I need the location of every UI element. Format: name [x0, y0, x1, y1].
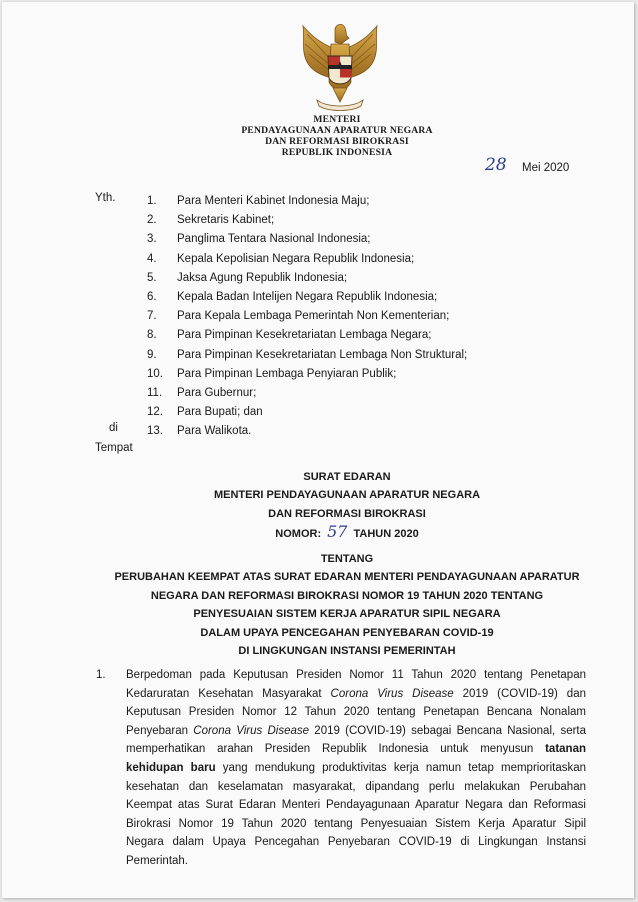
- title-line-1: SURAT EDARAN: [303, 471, 391, 483]
- nomor-label: NOMOR:: [275, 528, 322, 541]
- letterhead-line-3: DAN REFORMASI BIROKRASI: [265, 136, 409, 147]
- addressee-di: di: [109, 422, 118, 434]
- subject-line-4: DALAM UPAYA PENCEGAHAN PENYEBARAN COVID-19: [200, 626, 494, 639]
- list-item-number: 12.: [147, 406, 163, 419]
- list-item-text: Jaksa Agung Republik Indonesia;: [177, 271, 348, 284]
- list-item-number: 7.: [147, 310, 157, 323]
- subject-line-3: PENYESUAIAN SISTEM KERJA APARATUR SIPIL NEGARA: [193, 608, 501, 621]
- paragraph-line: [126, 685, 586, 704]
- list-item-text: Para Kepala Lembaga Pemerintah Non Kementerian;: [177, 310, 450, 323]
- text-run: memperhatikan arahan Presiden Republik Indonesia untuk menyusun: [126, 743, 546, 756]
- letterhead-line-1: MENTERI: [313, 114, 361, 125]
- paragraph-line: [126, 722, 586, 741]
- addressee-tempat: Tempat: [95, 442, 133, 454]
- letterhead: [192, 114, 482, 158]
- letterhead-line-4: REPUBLIK INDONESIA: [281, 147, 393, 158]
- list-item-text: Panglima Tentara Nasional Indonesia;: [177, 233, 371, 246]
- document-page: [2, 2, 634, 898]
- date-day-handwritten: 28: [485, 155, 507, 175]
- bold-run: tatanan: [545, 743, 586, 756]
- paragraph-line: [126, 703, 586, 722]
- paragraph-line: [126, 815, 586, 834]
- list-item-text: Kepala Badan Intelijen Negara Republik Indonesia;: [177, 290, 438, 303]
- text-run: Berpedoman pada Keputusan Presiden Nomor 11 Tahun 2020 tentang Penetapan: [126, 669, 586, 681]
- title-line-2: MENTERI PENDAYAGUNAAN APARATUR NEGARA: [213, 489, 481, 502]
- subject-line-5: DI LINGKUNGAN INSTANSI PEMERINTAH: [238, 645, 456, 658]
- italic-run: Corona Virus Disease: [330, 687, 454, 700]
- subject-block: [62, 550, 632, 660]
- list-item-text: Para Bupati; dan: [177, 406, 263, 419]
- list-item-text: Sekretaris Kabinet;: [177, 214, 275, 227]
- paragraph-line: [126, 833, 586, 852]
- list-item-number: 5.: [147, 271, 157, 284]
- list-item-text: Para Walikota.: [177, 425, 252, 438]
- text-run: 2019 (COVID-19) dan: [453, 687, 586, 700]
- text-run: yang mendukung produktivitas kerja namun tetap memprioritaskan: [215, 761, 586, 774]
- list-item-number: 10.: [147, 367, 163, 380]
- list-item-number: 2.: [147, 214, 157, 227]
- date-month-year: Mei 2020: [522, 162, 570, 174]
- paragraph-line: [126, 852, 586, 871]
- subject-line-2: NEGARA DAN REFORMASI BIROKRASI NOMOR 19 TAHUN 2020 TENTANG: [150, 589, 544, 602]
- title-line-3: DAN REFORMASI BIROKRASI: [268, 507, 426, 520]
- list-item-number: 13.: [147, 425, 163, 438]
- text-run: Kedaruratan Kesehatan Masyarakat: [126, 687, 331, 700]
- list-item-number: 4.: [147, 252, 157, 265]
- document-number-line: [62, 523, 632, 543]
- text-run: Birokrasi Nomor 19 Tahun 2020 tentang Penyesuaian Sistem Kerja Aparatur Sipil: [126, 817, 586, 830]
- paragraph-line: [126, 759, 586, 778]
- document-title: [62, 468, 632, 544]
- list-item-text: Para Menteri Kabinet Indonesia Maju;: [177, 195, 370, 207]
- nomor-value-handwritten: 57: [327, 522, 348, 542]
- paragraph-line: [126, 796, 586, 815]
- paragraph-line: [126, 740, 586, 759]
- list-item-number: 6.: [147, 290, 157, 303]
- garuda-emblem-icon: [295, 20, 385, 112]
- list-item-number: 1.: [147, 195, 157, 207]
- list-item-number: 3.: [147, 233, 157, 246]
- text-run: kesehatan dan keselamatan masyarakat, dipandang perlu melakukan Perubahan: [126, 780, 586, 793]
- italic-run: Corona Virus Disease: [193, 724, 310, 737]
- paragraph-number: 1.: [96, 669, 106, 681]
- text-run: Penyebaran: [126, 724, 194, 737]
- tentang-label: TENTANG: [320, 553, 374, 565]
- letterhead-line-2: PENDAYAGUNAAN APARATUR NEGARA: [241, 125, 433, 136]
- text-run: Pemerintah.: [126, 854, 189, 867]
- addressee-salutation: Yth.: [95, 192, 116, 204]
- subject-line-1: PERUBAHAN KEEMPAT ATAS SURAT EDARAN MENTERI PENDAYAGUNAAN APARATUR: [114, 571, 580, 584]
- list-item-text: Para Gubernur;: [177, 386, 257, 399]
- list-item-text: Para Pimpinan Kesekretariatan Lembaga Non Struktural;: [177, 348, 468, 361]
- text-run: Keputusan Presiden Nomor 12 Tahun 2020 tentang Penetapan Bencana Nonalam: [126, 706, 586, 719]
- paragraph-line: [126, 778, 586, 797]
- bold-run: kehidupan baru: [126, 761, 216, 774]
- list-item-text: Para Pimpinan Lembaga Penyiaran Publik;: [177, 367, 397, 380]
- paragraph-body: [126, 666, 586, 871]
- list-item-number: 11.: [147, 386, 163, 399]
- text-run: Keempat atas Surat Edaran Menteri Pendayagunaan Aparatur Negara dan Reformasi: [126, 799, 586, 812]
- text-run: Negara dalam Upaya Pencegahan Penyebaran COVID-19 di Lingkungan Instansi: [126, 836, 586, 849]
- paragraph-line: [126, 666, 586, 685]
- list-item-number: 9.: [147, 348, 157, 361]
- list-item-text: Kepala Kepolisian Negara Republik Indonesia;: [177, 252, 415, 265]
- list-item-number: 8.: [147, 329, 157, 342]
- list-item-text: Para Pimpinan Kesekretariatan Lembaga Negara;: [177, 329, 432, 342]
- text-run: 2019 (COVID-19) sebagai Bencana Nasional, serta: [309, 724, 587, 737]
- nomor-year: TAHUN 2020: [353, 528, 419, 541]
